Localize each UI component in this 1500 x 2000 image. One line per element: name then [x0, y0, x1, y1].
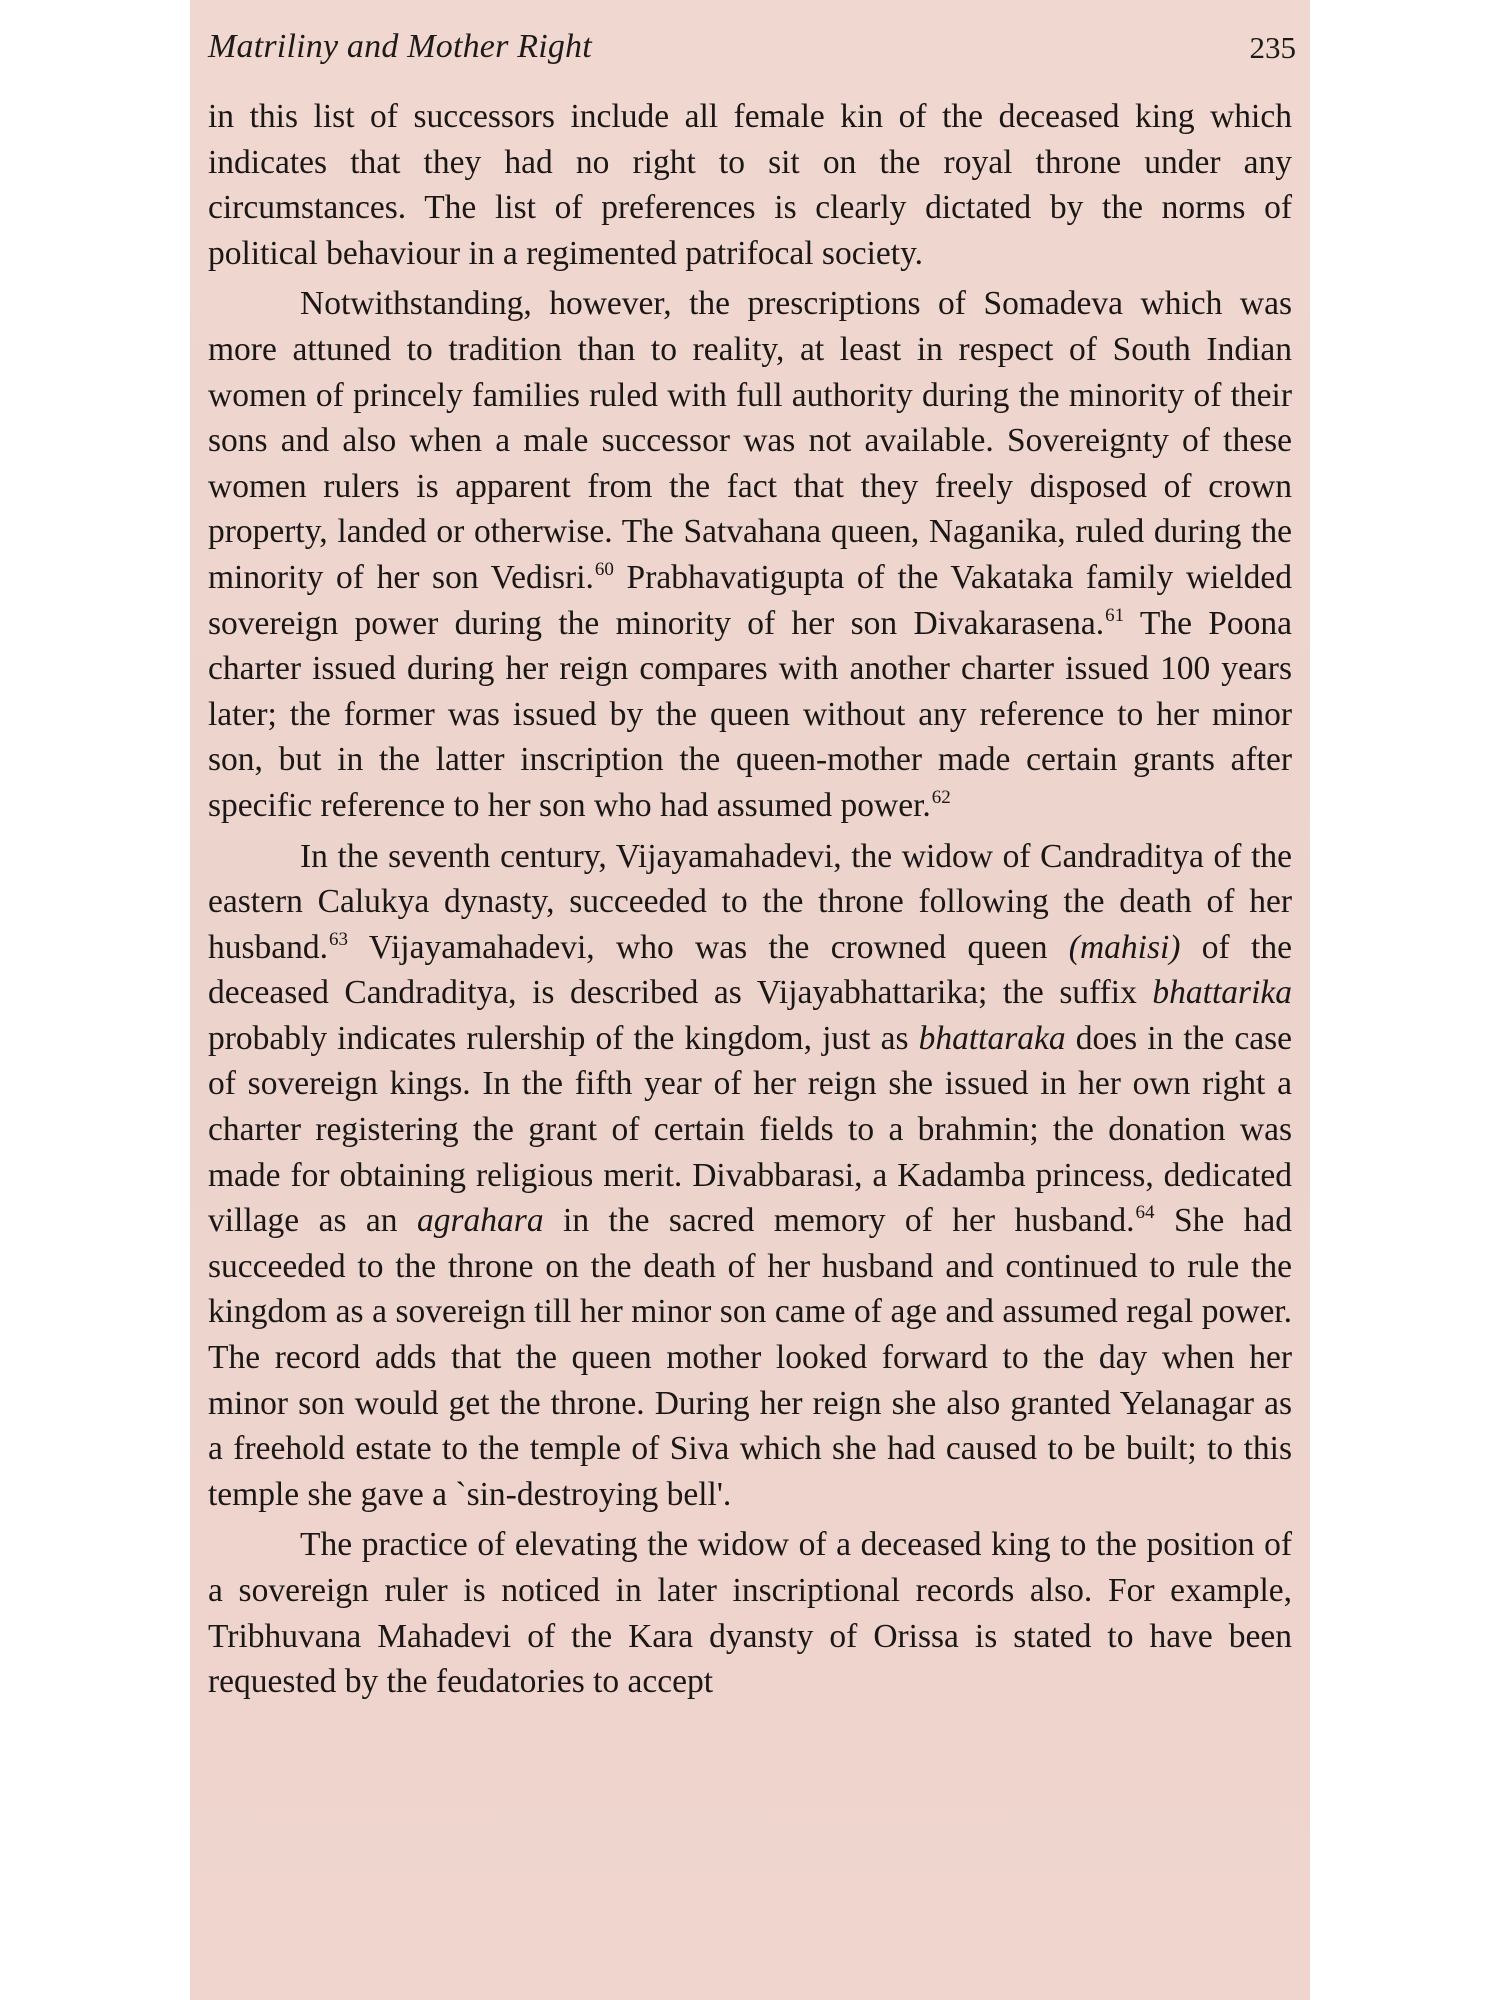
footnote-marker: 63 — [329, 928, 349, 950]
text-run: The Poona charter issued during her reign compares with another charter issued 100 years later; the former was issued by the queen without any reference to her minor son, but in the latter inscription the queen-mother made certain grants after specific reference to her son who had assumed power. — [208, 604, 1292, 824]
footnote-marker: 62 — [931, 786, 951, 808]
text-run: in this list of successors include all female kin of the deceased king which indicates that they had no right to sit on the royal throne under any circumstances. The list of preferences is clearly dictated by the norms of political behaviour in a regimented patrifocal society. — [208, 98, 1292, 272]
text-run: of the deceased Candraditya, is described as Vijayabhattarika; the suffix — [208, 928, 1292, 1012]
text-run: does in the case of sovereign kings. In the fifth year of her reign she issued in her own right a charter registering the grant of certain fields to a brahmin; the donation was made for obtaining religious merit. Divabbarasi, a Kadamba princess, dedicated village as an — [208, 1019, 1292, 1240]
italic-term: bhattarika — [1152, 974, 1292, 1012]
italic-term: (mahisi) — [1068, 928, 1181, 966]
body-text — [208, 94, 1292, 1705]
text-run: in the sacred memory of her husband. — [543, 1202, 1135, 1240]
text-run: Prabhavatigupta of the Vakataka family wielded sovereign power during the minority of her son Divakarasena. — [208, 558, 1293, 642]
footnote-marker: 61 — [1105, 604, 1125, 626]
text-run: She had succeeded to the throne on the death of her husband and continued to rule the kingdom as a sovereign till her minor son came of age and assumed regal power. The record adds that the queen mother looked forward to the day when her minor son would get the throne. During her reign she also granted Yelanagar as a freehold estate to the temple of Siva which she had caused to be built; to this temple she gave a `sin-destroying bell'. — [208, 1202, 1293, 1513]
text-run: Vijayamahadevi, who was the crowned queen — [348, 928, 1069, 966]
italic-term: agrahara — [417, 1202, 544, 1240]
text-run: In the seventh century, Vijayamahadevi, the widow of Candraditya of the eastern Calukya dynasty, succeeded to the throne following the death of her husband. — [208, 837, 1292, 966]
text-run: probably indicates rulership of the kingdom, just as — [208, 1019, 919, 1057]
paragraph — [208, 834, 1292, 1518]
running-head: Matriliny and Mother Right — [208, 28, 592, 65]
italic-term: bhattaraka — [918, 1019, 1066, 1057]
page-header — [208, 22, 1296, 72]
paragraph — [208, 1522, 1292, 1704]
book-page — [190, 0, 1310, 2000]
paragraph — [208, 281, 1292, 828]
page-number: 235 — [1249, 30, 1296, 65]
footnote-marker: 60 — [594, 558, 614, 580]
text-run: Notwithstanding, however, the prescriptions of Somadeva which was more attuned to tradition than to reality, at least in respect of South Indian women of princely families ruled with full authority during the minority of their sons and also when a male successor was not available. Sovereignty of these women rulers is apparent from the fact that they freely disposed of crown property, landed or otherwise. The Satvahana queen, Naganika, ruled during the minority of her son Vedisri. — [208, 285, 1292, 596]
paragraph — [208, 94, 1292, 276]
footnote-marker: 64 — [1135, 1202, 1155, 1224]
text-run: The practice of elevating the widow of a deceased king to the position of a sovereign ruler is noticed in later inscriptional records also. For example, Tribhuvana Mahadevi of the Kara dyansty of Orissa is stated to have been requested by the feudatories to accept — [208, 1526, 1292, 1701]
